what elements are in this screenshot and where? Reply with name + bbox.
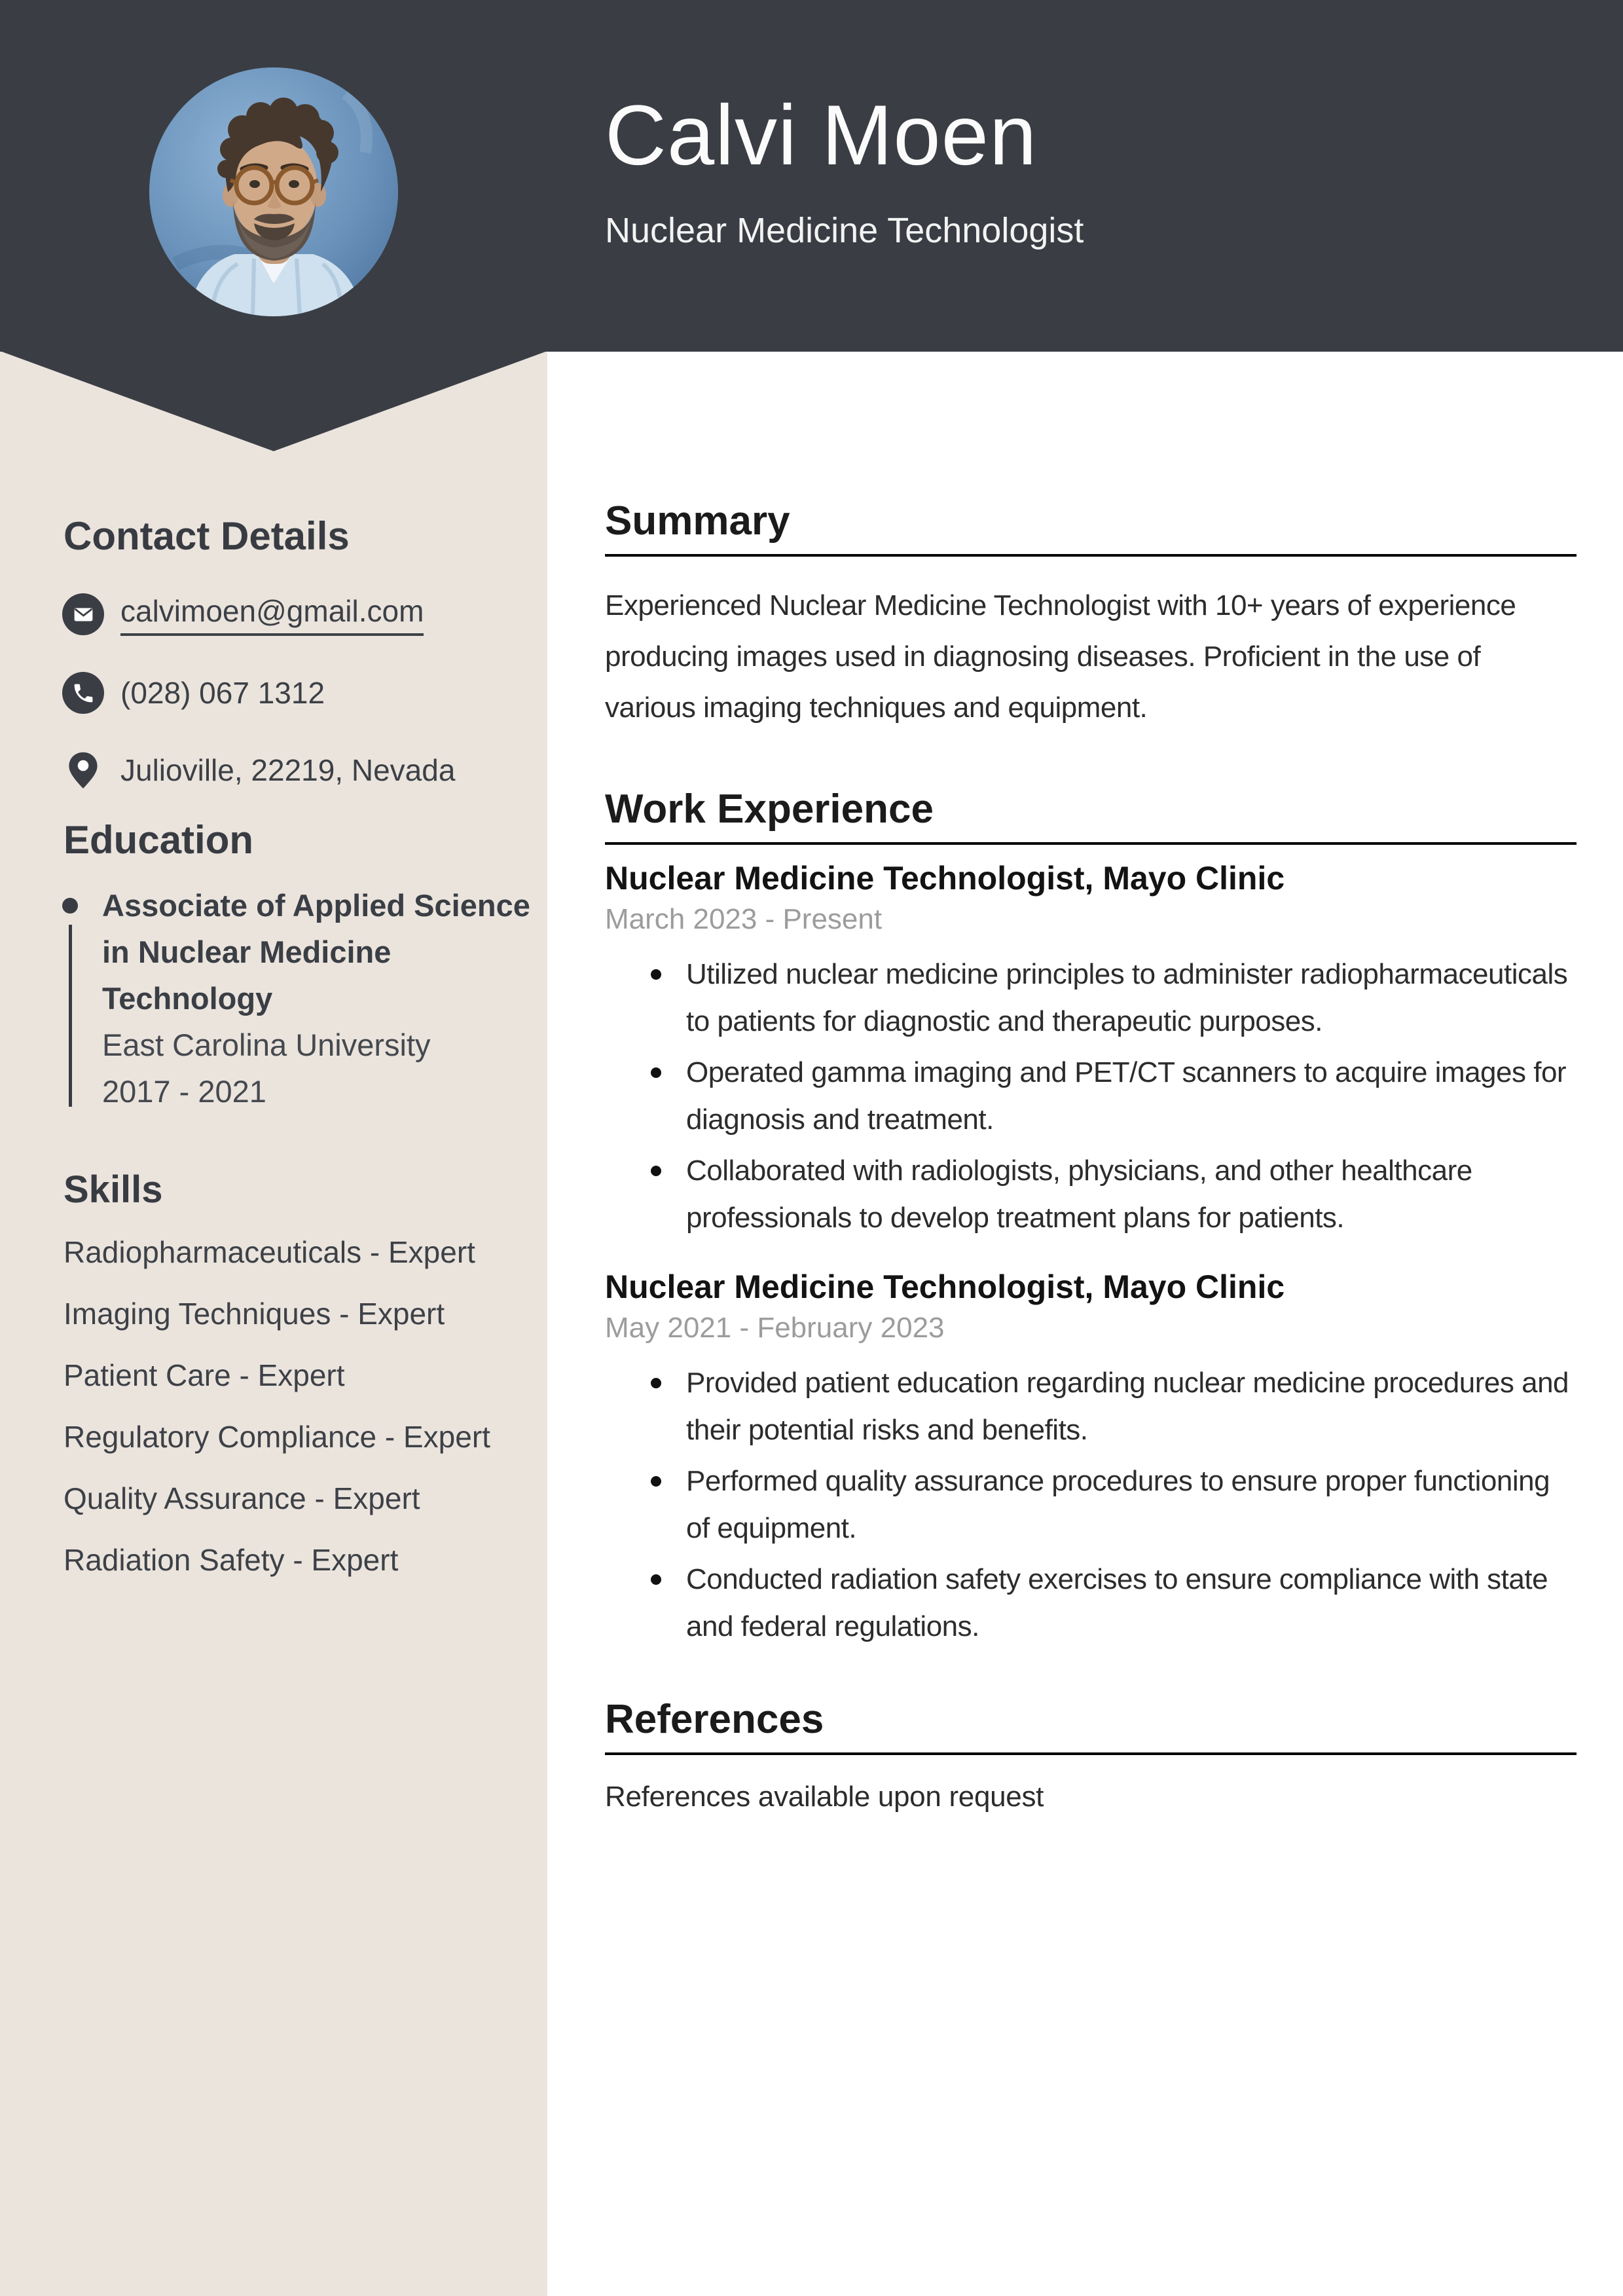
- job-entry: [605, 859, 1577, 1242]
- skill-item: Radiation Safety - Expert: [64, 1543, 399, 1577]
- person-name: Calvi Moen: [605, 87, 1038, 183]
- education-entry: [102, 882, 534, 1115]
- summary-section: [605, 499, 1577, 733]
- job-bullet-list: [605, 1360, 1577, 1650]
- job-bullet: Collaborated with radiologists, physicians, and other healthcare professionals to develop treatment plans for patients.: [605, 1147, 1577, 1242]
- skills-heading: Skills: [64, 1168, 163, 1211]
- job-bullet: Performed quality assurance procedures to ensure proper functioning of equipment.: [605, 1458, 1577, 1552]
- job-bullet: Utilized nuclear medicine principles to administer radiopharmaceuticals to patients for diagnostic and therapeutic purposes.: [605, 951, 1577, 1045]
- job-bullet: Operated gamma imaging and PET/CT scanners to acquire images for diagnosis and treatment.: [605, 1049, 1577, 1143]
- job-dates: May 2021 - February 2023: [605, 1312, 945, 1344]
- contact-email-row: [62, 593, 424, 635]
- education-school: East Carolina University: [102, 1028, 431, 1062]
- references-text: References available upon request: [605, 1781, 1044, 1813]
- email-link[interactable]: calvimoen@gmail.com: [120, 593, 424, 636]
- education-timeline-dot: [62, 898, 78, 914]
- work-experience-heading: Work Experience: [605, 787, 1577, 845]
- skill-item: Patient Care - Expert: [64, 1358, 345, 1392]
- education-degree: Associate of Applied Science in Nuclear Medicine Technology: [102, 888, 530, 1016]
- location-icon: [62, 749, 104, 791]
- skills-list: [64, 1234, 490, 1603]
- skill-item: Regulatory Compliance - Expert: [64, 1420, 490, 1454]
- profile-photo: [149, 67, 398, 316]
- summary-text: Experienced Nuclear Medicine Technologist with 10+ years of experience producing images used in diagnosing diseases. Proficient in the use of various imaging techniques and equipment.: [605, 589, 1516, 724]
- job-bullet-list: [605, 951, 1577, 1242]
- education-dates: 2017 - 2021: [102, 1074, 266, 1109]
- references-heading: References: [605, 1697, 1577, 1755]
- profile-photo-illustration: [149, 67, 398, 316]
- education-timeline-line: [69, 925, 72, 1107]
- contact-location-row: [62, 749, 455, 791]
- phone-icon: [62, 672, 104, 714]
- job-bullet: Conducted radiation safety exercises to ensure compliance with state and federal regulations.: [605, 1556, 1577, 1650]
- job-title: Nuclear Medicine Technologist, Mayo Clinic: [605, 1268, 1285, 1305]
- location-text: Julioville, 22219, Nevada: [120, 753, 456, 787]
- education-heading: Education: [64, 818, 254, 862]
- job-entry: [605, 1268, 1577, 1650]
- job-bullet: Provided patient education regarding nuclear medicine procedures and their potential risks and benefits.: [605, 1360, 1577, 1454]
- job-title: Nuclear Medicine Technologist, Mayo Clinic: [605, 860, 1285, 897]
- phone-number: (028) 067 1312: [120, 676, 325, 710]
- references-section: [605, 1697, 1577, 1817]
- skill-item: Radiopharmaceuticals - Expert: [64, 1235, 475, 1269]
- person-job-title: Nuclear Medicine Technologist: [605, 211, 1084, 250]
- contact-details-heading: Contact Details: [64, 514, 350, 558]
- contact-phone-row: [62, 672, 325, 714]
- work-experience-section: [605, 787, 1577, 1654]
- summary-heading: Summary: [605, 499, 1577, 557]
- email-icon: [62, 593, 104, 635]
- skill-item: Imaging Techniques - Expert: [64, 1297, 445, 1331]
- job-dates: March 2023 - Present: [605, 903, 883, 935]
- skill-item: Quality Assurance - Expert: [64, 1481, 420, 1515]
